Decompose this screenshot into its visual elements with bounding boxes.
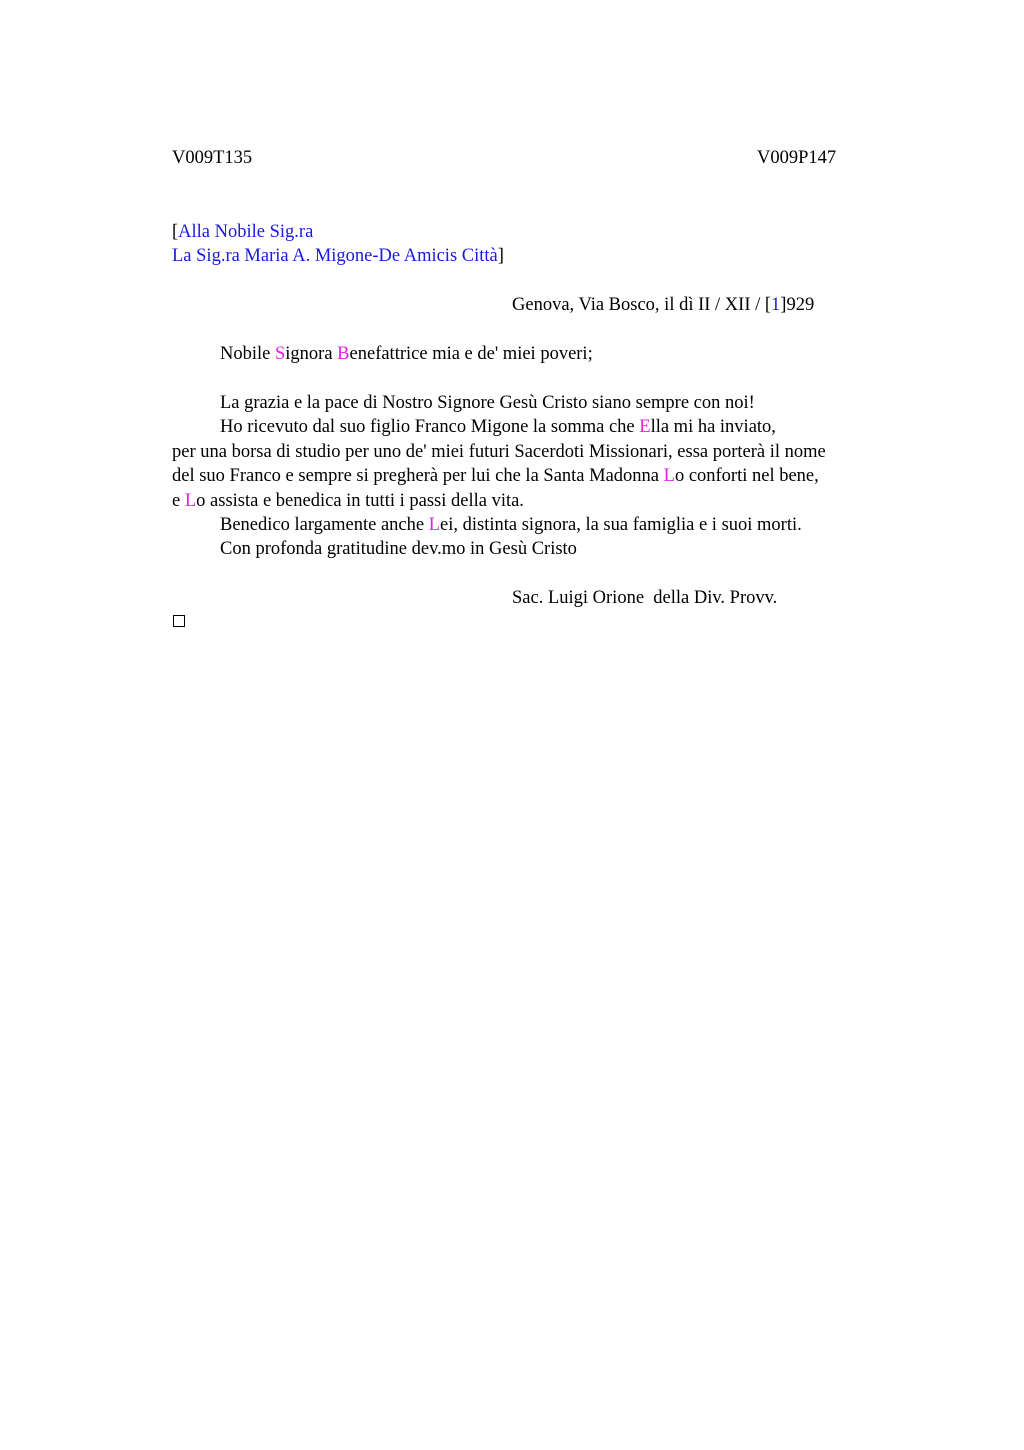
address-recipient-name: La Sig.ra Maria A. Migone-De Amicis Città — [172, 246, 498, 266]
header-left-code: V009T135 — [172, 148, 253, 168]
date-suffix: ]929 — [780, 295, 815, 315]
body-line-2 — [220, 415, 776, 439]
salutation-part: Nobile — [220, 344, 275, 364]
body-text: Benedico largamente anche — [220, 515, 429, 535]
address-close-bracket: ] — [497, 246, 504, 266]
header-right-code: V009P147 — [757, 148, 837, 168]
body-capital: E — [639, 417, 651, 437]
date-bracket-digit: 1 — [771, 295, 781, 315]
body-capital: L — [428, 515, 441, 535]
address-open-bracket: [ — [172, 222, 179, 242]
body-capital: L — [184, 491, 197, 511]
salutation — [220, 342, 593, 366]
body-line-6 — [220, 513, 802, 537]
salutation-capital: B — [337, 344, 350, 364]
body-text: lla mi ha inviato, — [650, 417, 776, 437]
salutation-part: enefattrice mia e de' miei poveri; — [349, 344, 593, 364]
date-prefix: Genova, Via Bosco, il dì II / XII / [ — [512, 295, 772, 315]
address-line-1 — [172, 220, 313, 244]
body-text: del suo Franco e sempre si pregherà per lui che la Santa Madonna — [172, 466, 664, 486]
body-line-7: Con profonda gratitudine dev.mo in Gesù Cristo — [220, 539, 577, 559]
date-line — [512, 293, 814, 317]
body-capital: L — [663, 466, 675, 486]
salutation-capital: S — [274, 344, 286, 364]
body-text: o conforti nel bene, — [674, 466, 819, 486]
body-text: Ho ricevuto dal suo figlio Franco Migone la somma che — [220, 417, 640, 437]
empty-box-icon — [173, 615, 185, 627]
signature: Sac. Luigi Orione della Div. Provv. — [512, 588, 778, 608]
body-text: o assista e benedica in tutti i passi della vita. — [196, 491, 524, 511]
body-text: ei, distinta signora, la sua famiglia e i suoi morti. — [440, 515, 802, 535]
body-line-5 — [172, 489, 524, 513]
address-recipient-title: Alla Nobile Sig.ra — [178, 222, 314, 242]
body-line-1: La grazia e la pace di Nostro Signore Gesù Cristo siano sempre con noi! — [220, 393, 755, 413]
body-text: e — [172, 491, 185, 511]
body-line-3: per una borsa di studio per uno de' miei futuri Sacerdoti Missionari, essa porterà il nome — [172, 442, 826, 462]
address-line-2 — [172, 244, 504, 268]
salutation-part: ignora — [285, 344, 338, 364]
body-line-4 — [172, 464, 819, 488]
